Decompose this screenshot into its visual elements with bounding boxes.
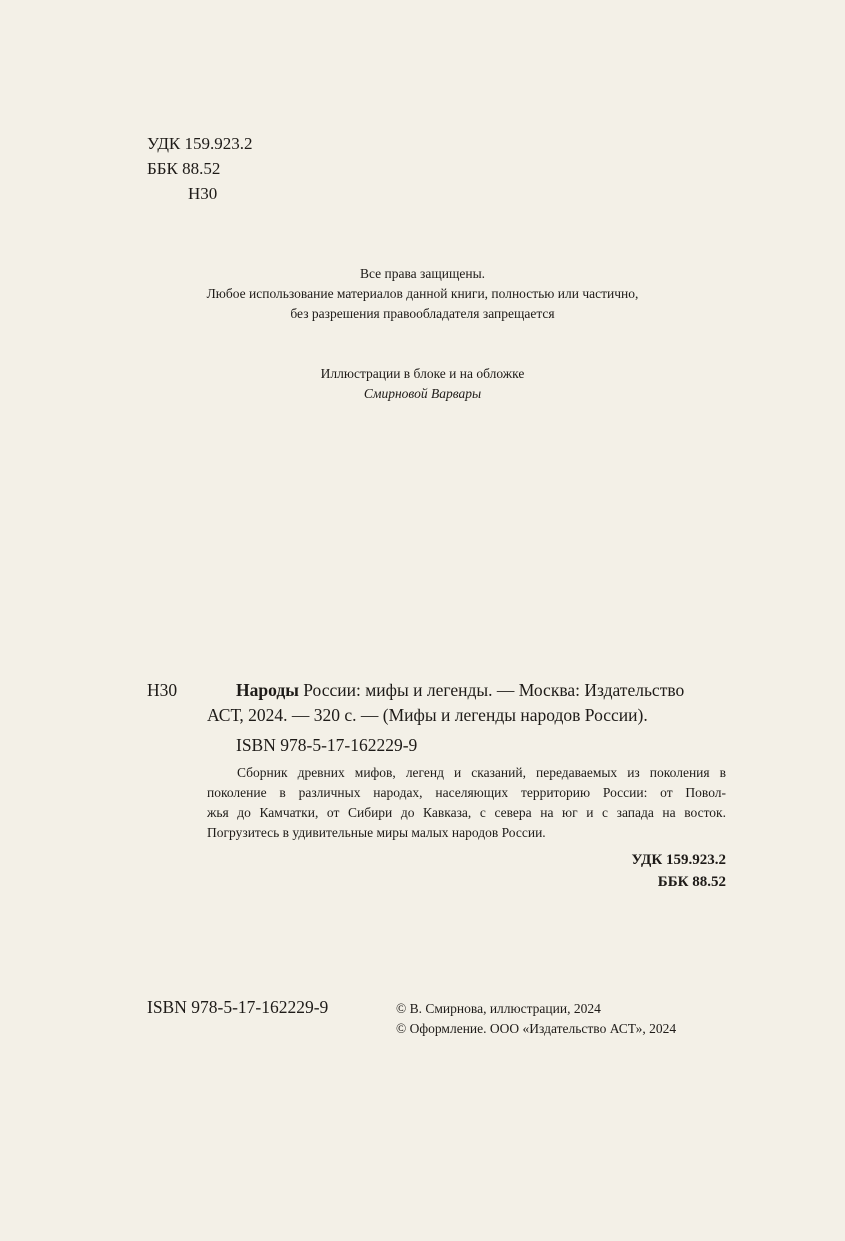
rights-line-3: без разрешения правообладателя запрещается [290,306,555,321]
catalog-description [207,763,726,843]
catalog-title-line-2: АСТ, 2024. — 320 с. — (Мифы и легенды народов России). [207,705,648,725]
desc-line-2: поколение в различных народах, населяющих территорию России: от Повол- [207,785,726,800]
catalog-bbk: ББК 88.52 [657,874,726,890]
copyright-design: © Оформление. ООО «Издательство АСТ», 2024 [396,1021,677,1036]
top-bbk: ББК 88.52 [147,159,221,178]
top-udk: УДК 159.923.2 [147,134,253,153]
illustrator-name: Смирновой Варвары [363,386,482,401]
catalog-isbn: ISBN 978-5-17-162229-9 [236,735,418,755]
catalog-title-line-1 [236,678,684,703]
catalog-title-rest: России: мифы и легенды. — Москва: Издательство [298,680,685,700]
catalog-codes [632,849,726,893]
desc-line-3: жья до Камчатки, от Сибири до Кавказа, с севера на юг и с запада на восток. [207,805,726,820]
rights-line-1: Все права защищены. [359,266,486,281]
desc-line-4: Погрузитесь в удивительные миры малых народов России. [207,825,546,840]
top-author-mark: Н30 [188,184,218,203]
illustrations-credit [0,364,845,404]
catalog-udk: УДК 159.923.2 [631,852,726,868]
rights-line-2: Любое использование материалов данной книги, полностью или частично, [206,286,639,301]
catalog-title-bold: Народы [236,680,299,700]
catalog-author-mark: Н30 [147,680,178,700]
footer-isbn: ISBN 978-5-17-162229-9 [147,997,329,1017]
desc-line-1: Сборник древних мифов, легенд и сказаний, передаваемых из поколения в [237,765,726,780]
copyright-illustrations: © В. Смирнова, иллюстрации, 2024 [396,1001,601,1016]
rights-notice [0,264,845,324]
illustrations-line-1: Иллюстрации в блоке и на обложке [320,366,525,381]
